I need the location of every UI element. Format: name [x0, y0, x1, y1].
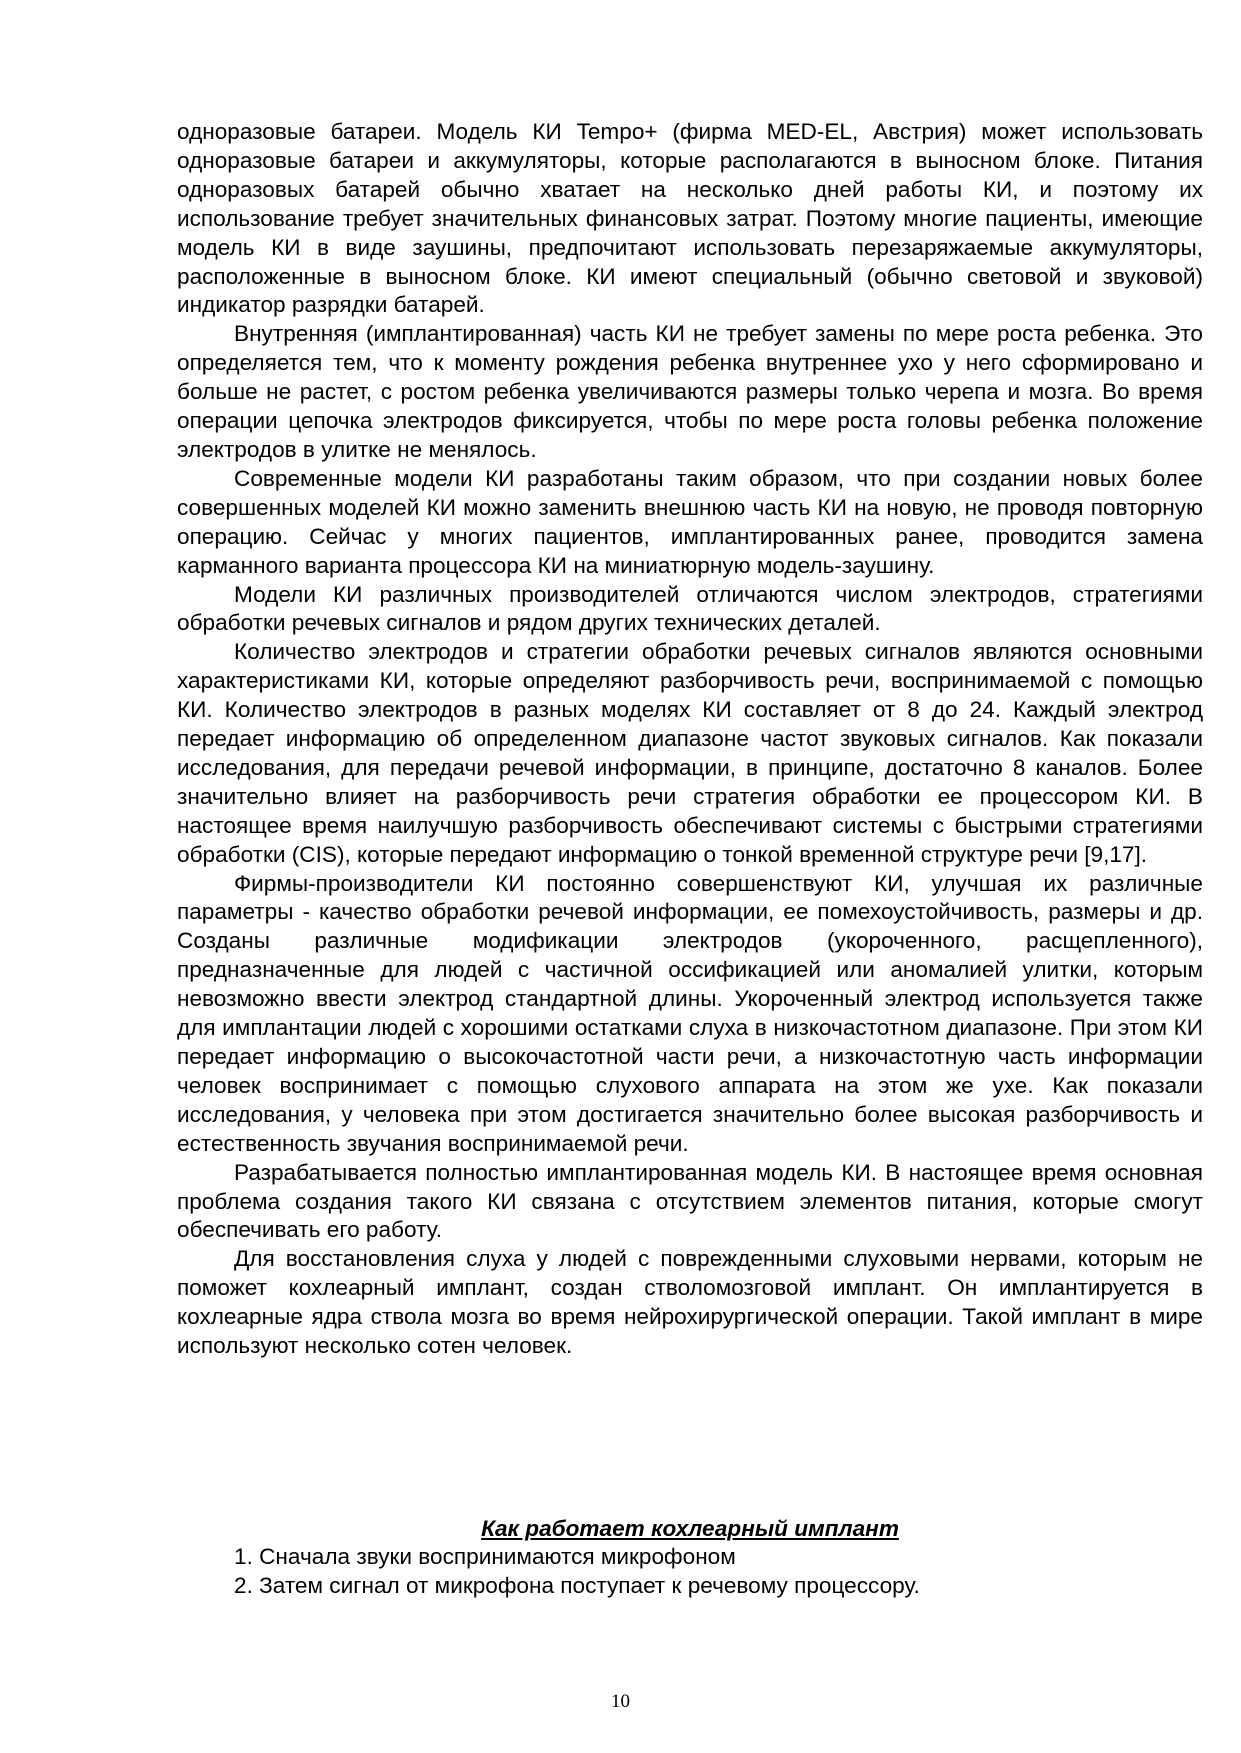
paragraph-batteries: одноразовые батареи. Модель КИ Tempo+ (фирма MED-EL, Австрия) может использовать одноразовые батареи и аккумуляторы, которые располагаются в выносном блоке. Питания одноразовых батарей обычно хватает на несколько дней работы КИ, и поэтому их использование требует значительных финансовых затрат. Поэтому многие пациенты, имеющие модель КИ в виде заушины, предпочитают использовать перезаряжаемые аккумуляторы, расположенные в выносном блоке. КИ имеют специальный (обычно световой и звуковой) индикатор разрядки батарей.: [177, 119, 1203, 318]
page-number: 10: [611, 1691, 630, 1712]
paragraph-modern-models: Современные модели КИ разработаны таким образом, что при создании новых более совершенных моделей КИ можно заменить внешнюю часть КИ на новую, не проводя повторную операцию. Сейчас у многих пациентов, имплантированных ранее, проводится замена карманного варианта процессора КИ на миниатюрную модель-заушину.: [177, 465, 1203, 578]
list-item: 2. Затем сигнал от микрофона поступает к речевому процессору.: [234, 1572, 920, 1598]
paragraph-electrodes-strategies: Количество электродов и стратегии обработки речевых сигналов являются основными характеристиками КИ, которые определяют разборчивость речи, воспринимаемой с помощью КИ. Количество электродов в разных моделях КИ составляет от 8 до 24. Каждый электрод передает информацию об определенном диапазоне частот звуковых сигналов. Как показали исследования, для передачи речевой информации, в принципе, достаточно 8 каналов. Более значительно влияет на разборчивость речи стратегия обработки ее процессором КИ. В настоящее время наилучшую разборчивость обеспечивают системы с быстрыми стратегиями обработки (CIS), которые передают информацию о тонкой временной структуре речи [9,17].: [177, 639, 1203, 867]
paragraph-fully-implanted: Разрабатывается полностью имплантированная модель КИ. В настоящее время основная проблема создания такого КИ связана с отсутствием элементов питания, которые смогут обеспечивать его работу.: [177, 1159, 1203, 1243]
paragraph-manufacturers: Модели КИ различных производителей отличаются числом электродов, стратегиями обработки речевых сигналов и рядом других технических деталей.: [177, 581, 1203, 636]
section-heading: Как работает кохлеарный имплант: [481, 1516, 899, 1541]
body-text: [177, 118, 1203, 1361]
paragraph-internal-part: Внутренняя (имплантированная) часть КИ не требует замены по мере роста ребенка. Это определяется тем, что к моменту рождения ребенка внутреннее ухо у него сформировано и больше не растет, с ростом ребенка увеличиваются размеры только черепа и мозга. Во время операции цепочка электродов фиксируется, чтобы по мере роста головы ребенка положение электродов в улитке не менялось.: [177, 321, 1203, 462]
step-list: [234, 1543, 1203, 1601]
list-item: 1. Сначала звуки воспринимаются микрофоном: [234, 1544, 736, 1569]
paragraph-brainstem-implant: Для восстановления слуха у людей с поврежденными слуховыми нервами, которым не поможет кохлеарный имплант, создан стволомозговой имплант. Он имплантируется в кохлеарные ядра ствола мозга во время нейрохирургической операции. Такой имплант в мире используют несколько сотен человек.: [177, 1246, 1203, 1359]
paragraph-improvements: Фирмы-производители КИ постоянно совершенствуют КИ, улучшая их различные параметры - качество обработки речевой информации, ее помехоустойчивость, размеры и др. Созданы различные модификации электродов (укороченного, расщепленного), предназначенные для людей с частичной оссификацией или аномалией улитки, которым невозможно ввести электрод стандартной длины. Укороченный электрод используется также для имплантации людей с хорошими остатками слуха в низкочастотном диапазоне. При этом КИ передает информацию о высокочастотной части речи, а низкочастотную часть информации человек воспринимает с помощью слухового аппарата на этом же ухе. Как показали исследования, у человека при этом достигается значительно более высокая разборчивость и естественность звучания воспринимаемой речи.: [177, 870, 1203, 1156]
